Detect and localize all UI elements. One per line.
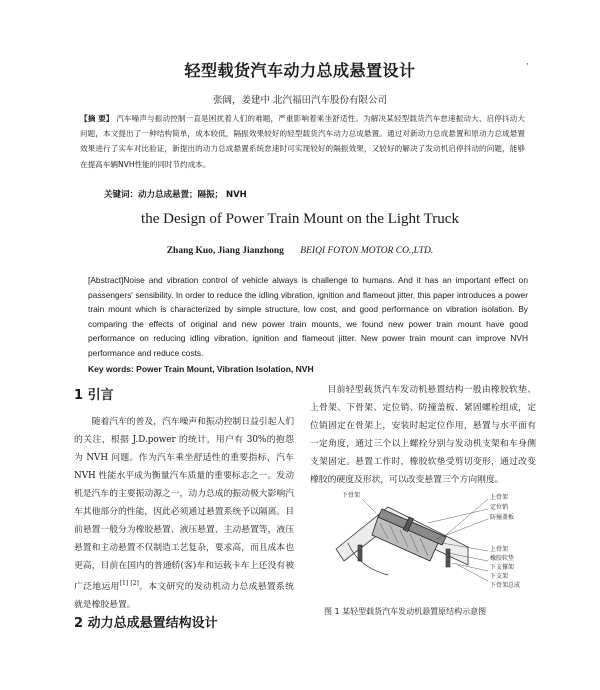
mount-structure-figure xyxy=(318,487,536,595)
label-rubber: 橡胶软垫 xyxy=(490,555,515,562)
figure-caption: 图 1 某轻型载货汽车发动机悬置原结构示意图 xyxy=(324,607,487,616)
authors-chinese: 张阔，姜建中 北汽福田汽车股份有限公司 xyxy=(212,95,388,106)
label-upper-frame: 上骨架 xyxy=(490,494,509,501)
abstract-label: 【摘 要】 xyxy=(80,114,114,123)
abstract-chinese xyxy=(80,111,525,172)
label-pin: 定位销 xyxy=(490,504,509,511)
intro-text-a: 随着汽车的普及，汽车噪声和振动控制日益引起人们的关注，根据 J.D.power 的统计，用户有 30%的抱怨为 NVH 问题。作为汽车乘坐舒适性的重要指标，汽车 NVH 性能水平成为衡量汽车质量的重要标志之一。发动机是汽车的主要振动源之一，动力总成的振动极大影响汽车其他部分的性能，因此必须通过悬置系统予以隔离。目前悬置一般分为橡胶悬置、液压悬置、主动悬置等，液压悬置和主动悬置不仅制造工艺复杂，要求高，而且成本也更高，目前在国内的普通轿(客)车和运载卡车上还没有被广泛地运用 xyxy=(74,417,294,592)
paper-title: 轻型载货汽车动力总成悬置设计 xyxy=(184,61,416,80)
section-heading-intro: 1 引言 xyxy=(74,388,114,403)
abstract-english: [Abstract]Noise and vibration control of vehicle always is challenge to humans. And it has an important effect on passengers' sensibility. In order to reduce the idling vibration, ignition and flameout jitter, this paper introduces a power train mount which is characterized by simple structure, low cost, and good performance on vibration isolation. By comparing the effects of original and new power train mounts, we found new power train mount have good performance on reducing idling vibration, ignition and flameout jitter. New power train mount can improve NVH performance and reduce costs. xyxy=(88,275,528,358)
label-lower-support: 下骨架总成 xyxy=(490,582,521,589)
keywords-chinese: 关键词：动力总成悬置；隔振； NVH xyxy=(104,190,247,200)
label-bracket2: 下支架 xyxy=(490,573,509,580)
intro-text-b: 。本文研究的发动机动力总成悬置系统就是橡胶悬置。 xyxy=(74,581,294,610)
intro-paragraph xyxy=(74,413,294,614)
authors-english xyxy=(0,246,600,256)
label-lower-frame: 下骨架 xyxy=(342,492,361,499)
author-names: Zhang Kuo, Jiang Jianzhong xyxy=(166,246,284,256)
abstract-text: 汽车噪声与振动控制一直是困扰着人们的难题，严重影响着乘坐舒适性。为解决某轻型载货汽车怠速振动大、启停抖动大问题，本文提出了一种结构简单，成本较低，隔振效果较好的轻型载货汽车动力总成悬置。通过对新动力总成悬置和原动力总成悬置效果进行了实车对比验证，新提出的动力总成悬置系统怠速时可实现较好的隔振效果，又较好的解决了发动机启停抖动的问题，能够在提高车辆NVH性能的同时节约成本。 xyxy=(80,114,525,169)
keywords-english: Key words: Power Train Mount, Vibration Isolation, NVH xyxy=(88,364,314,374)
citation: [1] [2] xyxy=(119,580,139,587)
label-cover: 防撞盖板 xyxy=(490,514,515,521)
page-mark: · xyxy=(526,60,529,70)
paper-title-english: the Design of Power Train Mount on the Light Truck xyxy=(141,211,459,227)
affiliation: BEIQI FOTON MOTOR CO.,LTD. xyxy=(300,246,434,256)
label-bracket: 下支撑架 xyxy=(490,564,515,571)
body-paragraph-right: 目前轻型载货汽车发动机悬置结构一般由橡胶软垫、上骨架、下骨架、定位销、防撞盖板、紧固螺栓组成，定位销固定在骨架上，安装时起定位作用，悬置与水平面有一定角度，通过三个以上螺栓分别与发动机支架和车身侧支架固定。悬置工作时，橡胶软垫受剪切变形，通过改变橡胶的硬度及形状，可以改变悬置三个方向刚度。 xyxy=(310,385,536,485)
label-cushion: 上骨架 xyxy=(490,546,509,553)
section-heading-design: 2 动力总成悬置结构设计 xyxy=(74,616,218,631)
